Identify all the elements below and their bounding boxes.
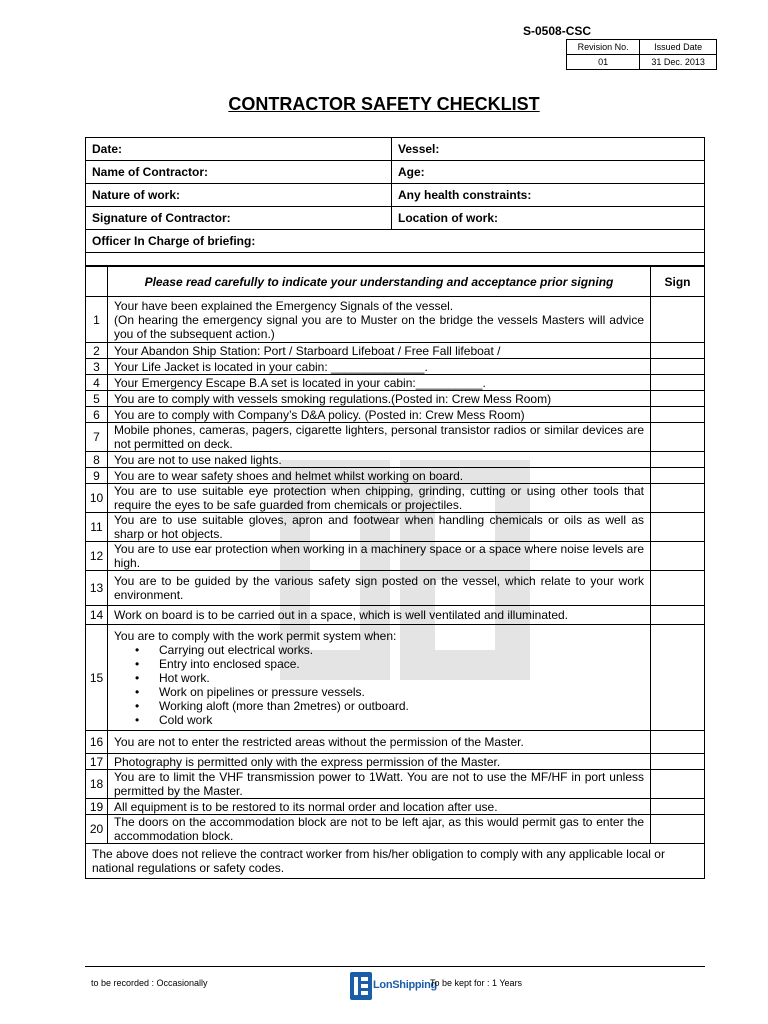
revision-table [566,39,717,70]
row-number: 8 [86,452,108,468]
checklist-row [86,770,705,799]
record-frequency: to be recorded : Occasionally [91,978,208,988]
row-number: 10 [86,484,108,513]
row-number: 19 [86,799,108,815]
disclaimer-note: The above does not relieve the contract worker from his/her obligation to comply with any applicable local or national regulations or safety codes. [86,844,705,879]
sign-cell[interactable] [651,770,705,799]
checklist-row [86,423,705,452]
row-instruction [108,343,651,359]
health-constraints-field[interactable]: Any health constraints: [392,184,705,207]
row-number: 2 [86,343,108,359]
bullet-list [114,643,644,727]
sign-cell[interactable] [651,423,705,452]
location-of-work-field[interactable]: Location of work: [392,207,705,230]
document-number: S-0508-CSC [523,24,592,38]
row-number: 11 [86,513,108,542]
row-instruction [108,571,651,606]
revision-label: Revision No. [567,40,640,55]
sign-cell[interactable] [651,407,705,423]
sign-cell[interactable] [651,754,705,770]
row-instruction [108,297,651,343]
revision-value: 01 [567,55,640,70]
sign-header: Sign [651,267,705,297]
row-instruction [108,542,651,571]
instruction-text: You are to use suitable eye protection when chipping, grinding, cutting or using other tools that require the eyes to be safe guarded from chemicals or projectiles. [114,484,644,512]
row-instruction [108,423,651,452]
bullet-item: • Hot work. [159,671,644,685]
checklist-table [85,266,705,879]
bullet-item: • Carrying out electrical works. [159,643,644,657]
sign-cell[interactable] [651,375,705,391]
row-number: 1 [86,297,108,343]
row-number: 15 [86,625,108,731]
instruction-text: You are not to enter the restricted areas without the permission of the Master. [114,735,524,749]
page-title: CONTRACTOR SAFETY CHECKLIST [228,94,540,114]
row-instruction [108,375,651,391]
row-number: 7 [86,423,108,452]
row-instruction [108,625,651,731]
instruction-line: (On hearing the emergency signal you are to Muster on the bridge the vessels Masters will advice you of the subsequent action.) [114,312,644,341]
checklist-row [86,799,705,815]
contractor-signature-field[interactable]: Signature of Contractor: [86,207,392,230]
instruction-text: Photography is permitted only with the express permission of the Master. [114,754,501,769]
checklist-row [86,513,705,542]
instruction-line: Your have been explained the Emergency Signals of the vessel. [114,298,454,313]
nature-of-work-field[interactable]: Nature of work: [86,184,392,207]
bullet-item: • Cold work [159,713,644,727]
sign-cell[interactable] [651,468,705,484]
instruction-text: You are to wear safety shoes and helmet whilst working on board. [114,468,464,483]
sign-cell[interactable] [651,799,705,815]
sign-cell[interactable] [651,815,705,844]
instruction-header: Please read carefully to indicate your understanding and acceptance prior signing [108,267,651,297]
checklist-row [86,606,705,625]
sign-cell[interactable] [651,484,705,513]
checklist-row [86,375,705,391]
sign-cell[interactable] [651,606,705,625]
sign-cell[interactable] [651,542,705,571]
footer-divider [85,966,705,967]
instruction-text: Mobile phones, cameras, pagers, cigarette lighters, personal transistor radios or similar devices are not permitted on deck. [114,423,644,451]
checklist-row [86,754,705,770]
row-number: 4 [86,375,108,391]
checklist-row [86,391,705,407]
retention-period: To be kept for : 1 Years [430,978,523,988]
instruction-text: You are to be guided by the various safety sign posted on the vessel, which relate to your work environment. [114,574,644,602]
logo-text: LonShipping [373,979,437,991]
checklist-row [86,815,705,844]
row-instruction [108,799,651,815]
sign-cell[interactable] [651,343,705,359]
contractor-name-field[interactable]: Name of Contractor: [86,161,392,184]
sign-cell[interactable] [651,571,705,606]
row-number: 20 [86,815,108,844]
officer-in-charge-field[interactable]: Officer In Charge of briefing: [86,230,705,253]
row-number: 13 [86,571,108,606]
instruction-text: You are to use suitable gloves, apron and footwear when handling chemicals or oils as well as sharp or hot objects. [114,513,644,541]
vessel-field[interactable]: Vessel: [392,138,705,161]
instruction-text: You are to comply with the work permit system when: [114,628,397,643]
row-instruction [108,407,651,423]
sign-cell[interactable] [651,731,705,754]
row-instruction [108,754,651,770]
date-field[interactable]: Date: [86,138,392,161]
instruction-text: Work on board is to be carried out in a space, which is well ventilated and illuminated. [114,608,569,622]
checklist-row [86,571,705,606]
row-number: 9 [86,468,108,484]
spacer-row [86,253,705,266]
logo-mark-icon [350,972,372,1000]
issued-value: 31 Dec. 2013 [640,55,717,70]
checklist-row [86,468,705,484]
row-instruction [108,770,651,799]
checklist-row [86,484,705,513]
bullet-item: • Working aloft (more than 2metres) or outboard. [159,699,644,713]
row-instruction [108,606,651,625]
sign-cell[interactable] [651,625,705,731]
row-instruction [108,468,651,484]
row-instruction [108,513,651,542]
sign-cell[interactable] [651,297,705,343]
checklist-row [86,407,705,423]
instruction-text: Your Emergency Escape B.A set is located in your cabin:__________. [114,375,486,390]
sign-cell[interactable] [651,513,705,542]
sign-cell[interactable] [651,359,705,375]
row-instruction [108,484,651,513]
instruction-text: The doors on the accommodation block are not to be left ajar, as this would permit gas to enter the accommodation block. [114,815,644,843]
instruction-text: You are to comply with vessels smoking regulations.(Posted in: Crew Mess Room) [114,391,552,406]
number-header [86,267,108,297]
checklist-row [86,542,705,571]
instruction-text: You are not to use naked lights. [114,452,282,467]
bullet-item: • Entry into enclosed space. [159,657,644,671]
issued-label: Issued Date [640,40,717,55]
row-number: 6 [86,407,108,423]
sign-cell[interactable] [651,391,705,407]
row-instruction [108,815,651,844]
instruction-text: All equipment is to be restored to its normal order and location after use. [114,799,498,814]
sign-cell[interactable] [651,452,705,468]
row-instruction [108,391,651,407]
row-instruction [108,359,651,375]
row-number: 14 [86,606,108,625]
checklist-row [86,343,705,359]
checklist-row [86,625,705,731]
row-number: 3 [86,359,108,375]
instruction-text: You are to limit the VHF transmission power to 1Watt. You are not to use the MF/HF in port unless permitted by the Master. [114,770,644,798]
age-field[interactable]: Age: [392,161,705,184]
checklist-row [86,452,705,468]
bullet-item: • Work on pipelines or pressure vessels. [159,685,644,699]
row-number: 18 [86,770,108,799]
row-instruction [108,731,651,754]
row-instruction [108,452,651,468]
checklist-row [86,297,705,343]
instruction-text: You are to comply with Company’s D&A policy. (Posted in: Crew Mess Room) [114,407,525,422]
instruction-text: You are to use ear protection when working in a machinery space or a space where noise levels are high. [114,542,644,570]
row-number: 5 [86,391,108,407]
checklist-row [86,731,705,754]
info-table [85,137,705,266]
row-number: 17 [86,754,108,770]
instruction-text: Your Abandon Ship Station: Port / Starboard Lifeboat / Free Fall lifeboat / [114,343,501,358]
instruction-text: Your Life Jacket is located in your cabin: ______________. [114,359,428,374]
checklist-row [86,359,705,375]
row-number: 16 [86,731,108,754]
row-number: 12 [86,542,108,571]
